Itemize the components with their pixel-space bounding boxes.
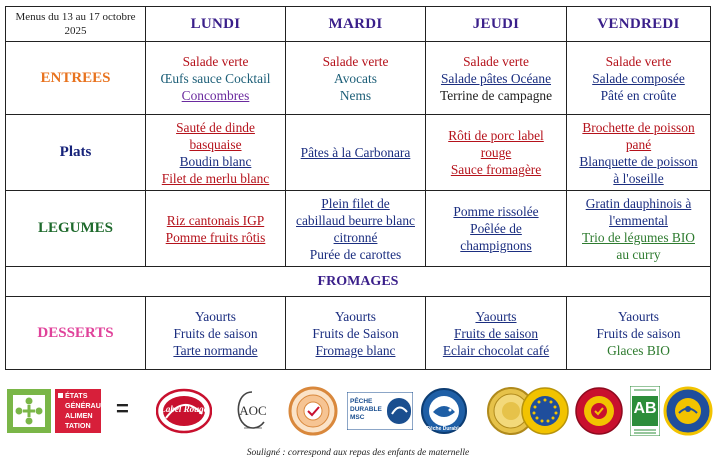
menu-item: Plein filet de bbox=[321, 195, 390, 211]
menu-item: Avocats bbox=[334, 70, 377, 86]
menu-item: champignons bbox=[460, 238, 532, 253]
label-rouge-logo bbox=[156, 388, 212, 434]
entrees-lundi bbox=[146, 42, 286, 115]
date-range: Menus du 13 au 17 octobre 2025 bbox=[6, 7, 146, 42]
egalim-line: ÉTATS bbox=[65, 391, 88, 400]
menu-item: Eclair chocolat café bbox=[442, 342, 550, 358]
menu-item: Sauce fromagère bbox=[450, 162, 542, 177]
menu-item: Nems bbox=[339, 87, 372, 103]
egalim-line: TATION bbox=[65, 421, 91, 430]
menu-item: Yaourts bbox=[617, 308, 660, 324]
aoc-text: AOC bbox=[239, 403, 267, 418]
menu-item: Glaces BIO bbox=[607, 342, 670, 358]
menu-item: cabillaud beurre blanc bbox=[296, 212, 415, 228]
menu-item: Brochette de poisson bbox=[582, 119, 695, 135]
menu-item: Gratin dauphinois à bbox=[585, 195, 692, 211]
menu-item: Purée de carottes bbox=[309, 246, 402, 262]
menu-item: Salade verte bbox=[182, 53, 249, 69]
label-rouge-text: Label Rouge bbox=[160, 404, 208, 414]
equals-sign: = bbox=[116, 396, 129, 421]
menu-item: Yaourts bbox=[334, 308, 377, 324]
entrees-row bbox=[6, 42, 711, 115]
msc-text bbox=[350, 398, 388, 422]
menu-item: Salade verte bbox=[605, 53, 672, 69]
legumes-vendredi bbox=[567, 191, 711, 267]
menu-item: Fromage blanc bbox=[315, 342, 396, 358]
menu-item: Sauté de dinde bbox=[176, 119, 255, 135]
specialite-logo bbox=[288, 386, 338, 436]
menu-item: Salade verte bbox=[322, 53, 389, 69]
menu-item: Yaourts bbox=[475, 308, 517, 324]
menu-item: Terrine de campagne bbox=[439, 87, 553, 103]
category-fromages: FROMAGES bbox=[6, 267, 711, 297]
egalim-line: ALIMEN bbox=[65, 411, 93, 420]
menu-item: Pomme fruits rôtis bbox=[165, 229, 266, 245]
menu-item: pané bbox=[625, 136, 652, 152]
msc-line: MSC bbox=[350, 414, 365, 421]
menu-item: Filet de merlu blanc bbox=[161, 170, 270, 186]
igp-logo bbox=[520, 386, 570, 436]
plats-row bbox=[6, 115, 711, 191]
menu-item: Yaourts bbox=[194, 308, 237, 324]
legumes-row bbox=[6, 191, 711, 267]
menu-item: à l'oseille bbox=[613, 170, 664, 186]
menu-item: Salade verte bbox=[463, 53, 529, 69]
menu-item: basquaise bbox=[189, 136, 242, 152]
legumes-mardi bbox=[286, 191, 426, 267]
menu-item: Concombres bbox=[181, 87, 250, 103]
quality-labels bbox=[0, 380, 716, 442]
menu-item: Tarte normande bbox=[173, 342, 258, 358]
menu-item: rouge bbox=[480, 145, 512, 160]
entrees-jeudi bbox=[426, 42, 567, 115]
desserts-mardi bbox=[286, 297, 426, 370]
menu-item: Fruits de saison bbox=[453, 325, 539, 341]
menu-item: Fruits de Saison bbox=[312, 325, 399, 341]
desserts-lundi bbox=[146, 297, 286, 370]
egalim-logo bbox=[7, 389, 106, 433]
peche-durable-text: Pêche Durable bbox=[426, 426, 462, 432]
day-mardi: MARDI bbox=[286, 7, 426, 42]
menu-item: Riz cantonais IGP bbox=[166, 212, 265, 228]
aop-icon bbox=[574, 386, 624, 436]
menu-item: Salade pâtes Océane bbox=[440, 70, 552, 86]
legumes-lundi bbox=[146, 191, 286, 267]
menu-item: Rôti de porc label bbox=[448, 128, 544, 143]
igp-icon bbox=[520, 386, 570, 436]
entrees-vendredi bbox=[567, 42, 711, 115]
menu-item: Salade composée bbox=[592, 70, 685, 86]
ab-text: AB bbox=[633, 400, 657, 417]
plats-mardi bbox=[286, 115, 426, 191]
fromages-row bbox=[6, 267, 711, 297]
stg-icon bbox=[663, 386, 713, 436]
header-row bbox=[6, 7, 711, 42]
category-desserts: DESSERTS bbox=[6, 297, 146, 370]
category-legumes: LEGUMES bbox=[6, 191, 146, 267]
footer-note: Souligné : correspond aux repas des enfants de maternelle bbox=[246, 448, 470, 458]
menu-item: Fruits de saison bbox=[173, 325, 258, 341]
menu-item: au curry bbox=[616, 246, 661, 262]
menu-item: citronné bbox=[333, 229, 378, 245]
desserts-vendredi bbox=[567, 297, 711, 370]
msc-logo bbox=[347, 392, 413, 430]
egalim-line: GÉNÉRAUX bbox=[65, 401, 106, 410]
menu-item: Pomme rissolée bbox=[453, 204, 539, 219]
day-lundi: LUNDI bbox=[146, 7, 286, 42]
menu-item: Boudin blanc bbox=[179, 153, 252, 169]
menu-item: Pâtes à la Carbonara bbox=[300, 145, 411, 160]
specialite-icon bbox=[288, 386, 338, 436]
menu-item: Blanquette de poisson bbox=[579, 153, 698, 169]
menu-item: Fruits de saison bbox=[596, 325, 681, 341]
category-entrees: ENTREES bbox=[6, 42, 146, 115]
menu-item: Pâté en croûte bbox=[600, 87, 677, 103]
msc-line: PÊCHE bbox=[350, 398, 373, 405]
legumes-jeudi bbox=[426, 191, 567, 267]
plats-jeudi bbox=[426, 115, 567, 191]
menu-table bbox=[5, 6, 711, 370]
aop-logo bbox=[574, 386, 624, 436]
ab-logo bbox=[630, 386, 660, 436]
menu-item: Poêlée de bbox=[470, 221, 522, 236]
day-jeudi: JEUDI bbox=[426, 7, 567, 42]
menu-item: Œufs sauce Cocktail bbox=[160, 70, 271, 86]
egalim-text bbox=[65, 391, 106, 431]
category-plats: Plats bbox=[6, 115, 146, 191]
menu-item: l'emmental bbox=[609, 212, 668, 228]
entrees-mardi bbox=[286, 42, 426, 115]
menu-item: Trio de légumes BIO bbox=[582, 229, 695, 245]
day-vendredi: VENDREDI bbox=[567, 7, 711, 42]
msc-line: DURABLE bbox=[350, 406, 382, 413]
desserts-jeudi bbox=[426, 297, 567, 370]
desserts-row bbox=[6, 297, 711, 370]
peche-durable-logo bbox=[420, 386, 468, 436]
aoc-logo bbox=[232, 388, 272, 434]
plats-vendredi bbox=[567, 115, 711, 191]
stg-logo bbox=[663, 386, 713, 436]
plats-lundi bbox=[146, 115, 286, 191]
